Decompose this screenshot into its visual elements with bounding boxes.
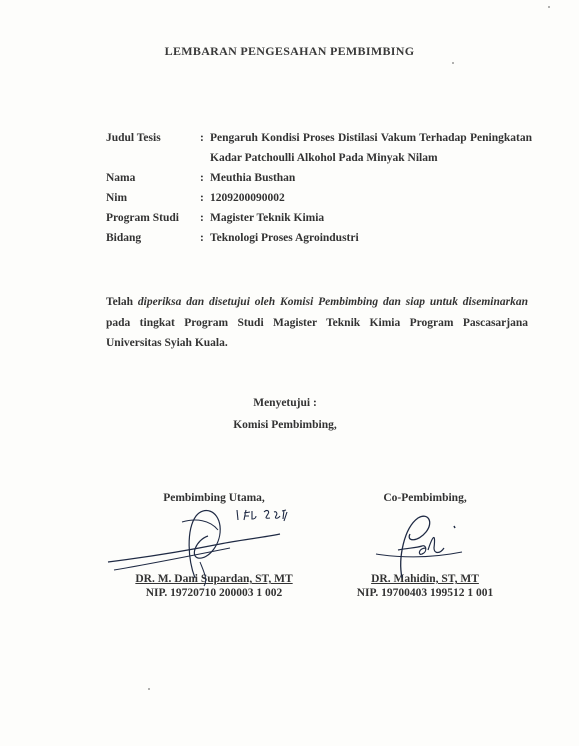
committee-line: Komisi Pembimbing, [233, 419, 337, 431]
field-colon: : [200, 232, 204, 244]
scan-speck [548, 6, 550, 8]
approval-statement [106, 292, 528, 354]
signatory-name: DR. M. Dani Supardan, ST, MT [135, 573, 293, 585]
field-value: Magister Teknik Kimia [210, 212, 325, 224]
field-value: Pengaruh Kondisi Proses Distilasi Vakum Terhadap Peningkatan Kadar Patchoulli Alkohol Pada Minyak Nilam [210, 132, 532, 164]
signatory-nip: NIP. 19700403 199512 1 001 [356, 587, 494, 599]
field-label: Nama [106, 172, 136, 184]
approval-line: Menyetujui : [253, 397, 317, 409]
field-bidang [106, 232, 536, 252]
statement-text: pada tingkat Program Studi Magister Teknik Kimia Program Pascasarjana Universitas Syiah Kuala. [106, 316, 528, 349]
statement-italic-text: dan disetujui oleh Komisi Pembimbing dan siap untuk diseminarkan [181, 296, 528, 308]
signature-block-co-supervisor [340, 492, 510, 600]
scan-speck [148, 688, 150, 690]
field-colon: : [200, 132, 204, 144]
thesis-info [106, 132, 536, 252]
signatory-role: Co-Pembimbing, [383, 492, 467, 504]
signatory-nip: NIP. 19720710 200003 1 002 [145, 587, 283, 599]
field-colon: : [200, 172, 204, 184]
signatory-role: Pembimbing Utama, [163, 492, 265, 504]
field-judul-tesis [106, 132, 536, 172]
field-label: Judul Tesis [106, 132, 161, 144]
field-value: 1209200090002 [210, 192, 285, 204]
statement-text: Telah [106, 296, 138, 308]
approval-heading [200, 392, 370, 436]
field-value: Meuthia Busthan [210, 172, 296, 184]
field-colon: : [200, 212, 204, 224]
field-label: Nim [106, 192, 128, 204]
field-label: Bidang [106, 232, 142, 244]
field-label: Program Studi [106, 212, 179, 224]
field-colon: : [200, 192, 204, 204]
scan-speck [452, 62, 454, 64]
signature-block-main-supervisor [114, 492, 314, 600]
signatory-name: DR. Mahidin, ST, MT [371, 573, 479, 585]
field-value: Teknologi Proses Agroindustri [210, 232, 359, 244]
statement-italic-text: diperiksa [137, 296, 182, 308]
page-title: LEMBARAN PENGESAHAN PEMBIMBING [164, 44, 415, 58]
